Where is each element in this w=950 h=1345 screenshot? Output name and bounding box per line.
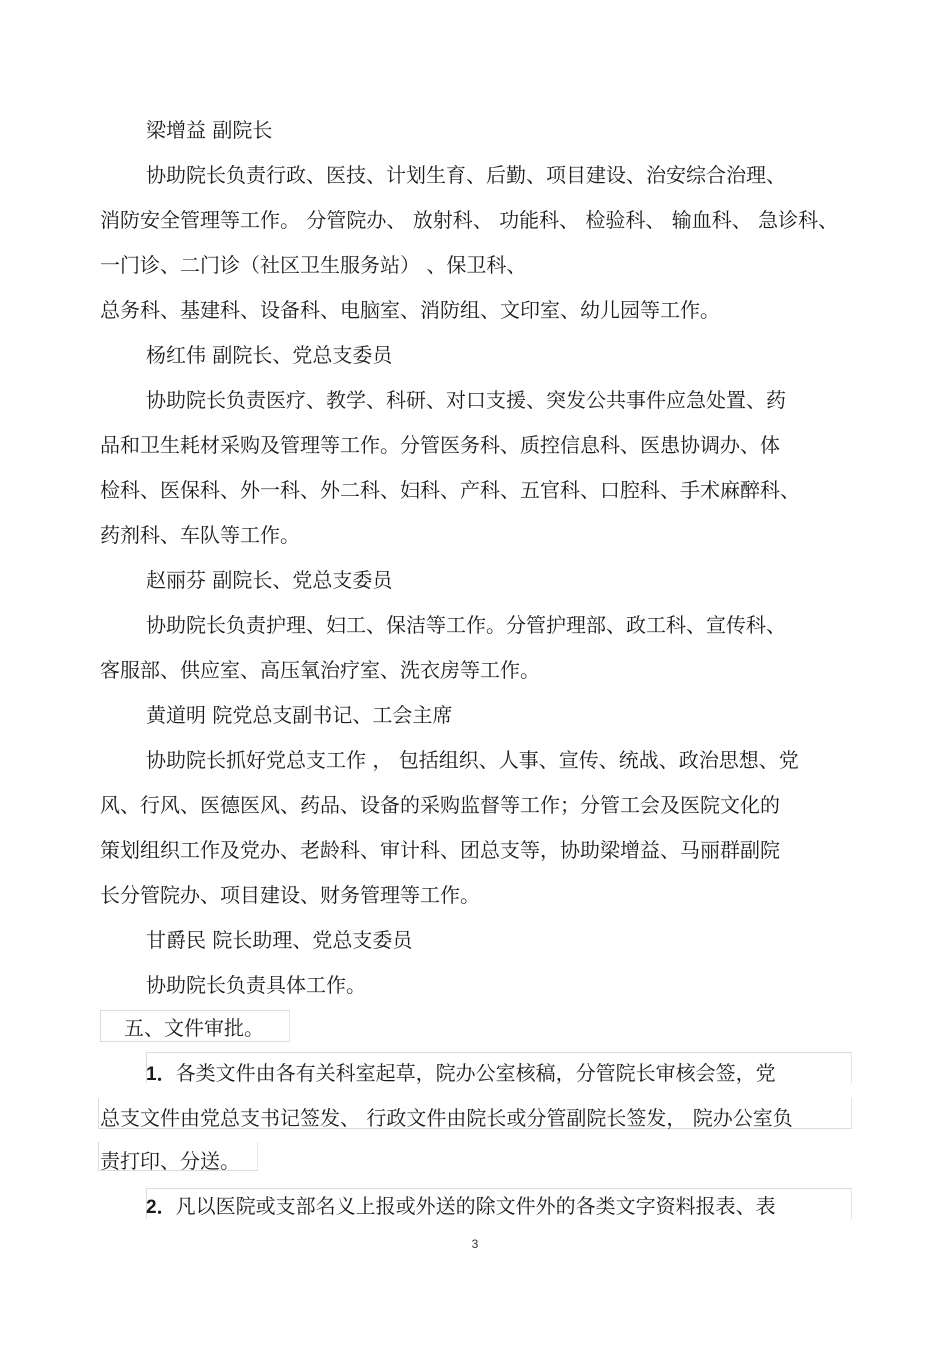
- paragraph-line: 检科、医保科、外一科、外二科、妇科、产科、五官科、口腔科、手术麻醉科、: [100, 478, 800, 502]
- paragraph-line: 一门诊、二门诊（社区卫生服务站） 、保卫科、: [100, 253, 527, 277]
- paragraph-line: 长分管院办、项目建设、财务管理等工作。: [100, 883, 480, 907]
- paragraph-line: 药剂科、车队等工作。: [100, 523, 300, 547]
- item-text: 各类文件由各有关科室起草，院办公室核稿，分管院长审核会签，党: [175, 1061, 776, 1085]
- paragraph-line: 协助院长抓好党总支工作 ， 包括组织、人事、宣传、统战、政治思想、党: [146, 748, 799, 772]
- numbered-item-2: [146, 1194, 776, 1220]
- paragraph-line: 协助院长负责医疗、教学、科研、对口支援、突发公共事件应急处置、药: [146, 388, 786, 412]
- paragraph-line: 协助院长负责具体工作。: [146, 973, 366, 997]
- paragraph-line: 协助院长负责行政、医技、计划生育、后勤、项目建设、治安综合治理、: [146, 163, 786, 187]
- numbered-item-1: [146, 1061, 776, 1087]
- person-title-huang: 黄道明 院党总支副书记、工会主席: [146, 703, 453, 727]
- page-number: 3: [471, 1237, 479, 1251]
- person-title-yang: 杨红伟 副院长、党总支委员: [146, 343, 393, 367]
- paragraph-line: 协助院长负责护理、妇工、保洁等工作。分管护理部、政工科、宣传科、: [146, 613, 786, 637]
- paragraph-line: 策划组织工作及党办、老龄科、审计科、团总支等，协助梁增益、马丽群副院: [100, 838, 780, 862]
- item-text: 凡以医院或支部名义上报或外送的除文件外的各类文字资料报表、表: [175, 1194, 776, 1218]
- paragraph-line: 风、行风、医德医风、药品、设备的采购监督等工作；分管工会及医院文化的: [100, 793, 780, 817]
- section-heading: 五、文件审批。: [124, 1016, 264, 1040]
- paragraph-line: 消防安全管理等工作。 分管院办、 放射科、 功能科、 检验科、 输血科、 急诊科、: [100, 208, 839, 232]
- person-title-gan: 甘爵民 院长助理、党总支委员: [146, 928, 413, 952]
- item-number: 2．: [146, 1197, 176, 1218]
- item-number: 1．: [146, 1064, 176, 1085]
- person-title-zhao: 赵丽芬 副院长、党总支委员: [146, 568, 393, 592]
- paragraph-line: 品和卫生耗材采购及管理等工作。分管医务科、质控信息科、医患协调办、体: [100, 433, 780, 457]
- paragraph-line: 总务科、基建科、设备科、电脑室、消防组、文印室、幼儿园等工作。: [100, 298, 720, 322]
- person-title-liang: 梁增益 副院长: [146, 118, 273, 142]
- paragraph-line: 总支文件由党总支书记签发、 行政文件由院长或分管副院长签发， 院办公室负: [100, 1106, 793, 1130]
- paragraph-line: 客服部、供应室、高压氧治疗室、洗衣房等工作。: [100, 658, 540, 682]
- paragraph-line: 责打印、分送。: [100, 1149, 240, 1173]
